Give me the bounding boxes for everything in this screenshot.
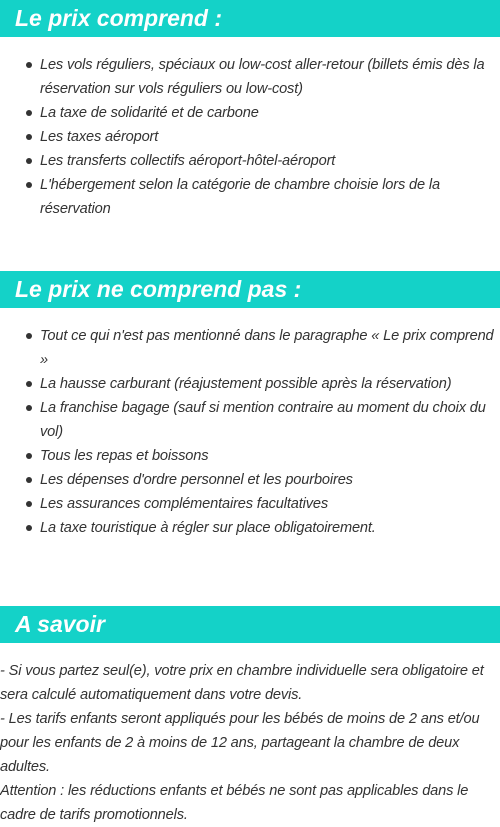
a-savoir-line: - Les tarifs enfants seront appliqués pour les bébés de moins de 2 ans et/ou pour les enfants de 2 à moins de 12 ans, partageant la chambre de deux adultes.: [0, 711, 480, 775]
a-savoir-line: - Si vous partez seul(e), votre prix en chambre individuelle sera obligatoire et sera calculé automatiquement dans votre devis.: [0, 663, 484, 703]
list-prix-comprend: [0, 53, 500, 221]
list-item: La taxe touristique à régler sur place obligatoirement.: [0, 516, 500, 540]
list-item: Les transferts collectifs aéroport-hôtel-aéroport: [0, 149, 500, 173]
section-title-a-savoir: A savoir: [0, 606, 500, 643]
list-item: Tout ce qui n'est pas mentionné dans le paragraphe « Le prix comprend »: [0, 324, 500, 372]
list-item: Tous les repas et boissons: [0, 444, 500, 468]
section-title-prix-ne-comprend-pas: Le prix ne comprend pas :: [0, 271, 500, 308]
list-item: Les assurances complémentaires facultatives: [0, 492, 500, 516]
a-savoir-line: Attention : les réductions enfants et bébés ne sont pas applicables dans le cadre de tarifs promotionnels.: [0, 783, 469, 823]
section-title-prix-comprend: Le prix comprend :: [0, 0, 500, 37]
list-item: La hausse carburant (réajustement possible après la réservation): [0, 372, 500, 396]
list-prix-ne-comprend-pas: [0, 324, 500, 540]
list-item: Les taxes aéroport: [0, 125, 500, 149]
list-item: L'hébergement selon la catégorie de chambre choisie lors de la réservation: [0, 173, 500, 221]
list-item: Les dépenses d'ordre personnel et les pourboires: [0, 468, 500, 492]
a-savoir-text: [0, 659, 500, 827]
list-item: La taxe de solidarité et de carbone: [0, 101, 500, 125]
list-item: La franchise bagage (sauf si mention contraire au moment du choix du vol): [0, 396, 500, 444]
list-item: Les vols réguliers, spéciaux ou low-cost aller-retour (billets émis dès la réservation sur vols réguliers ou low-cost): [0, 53, 500, 101]
